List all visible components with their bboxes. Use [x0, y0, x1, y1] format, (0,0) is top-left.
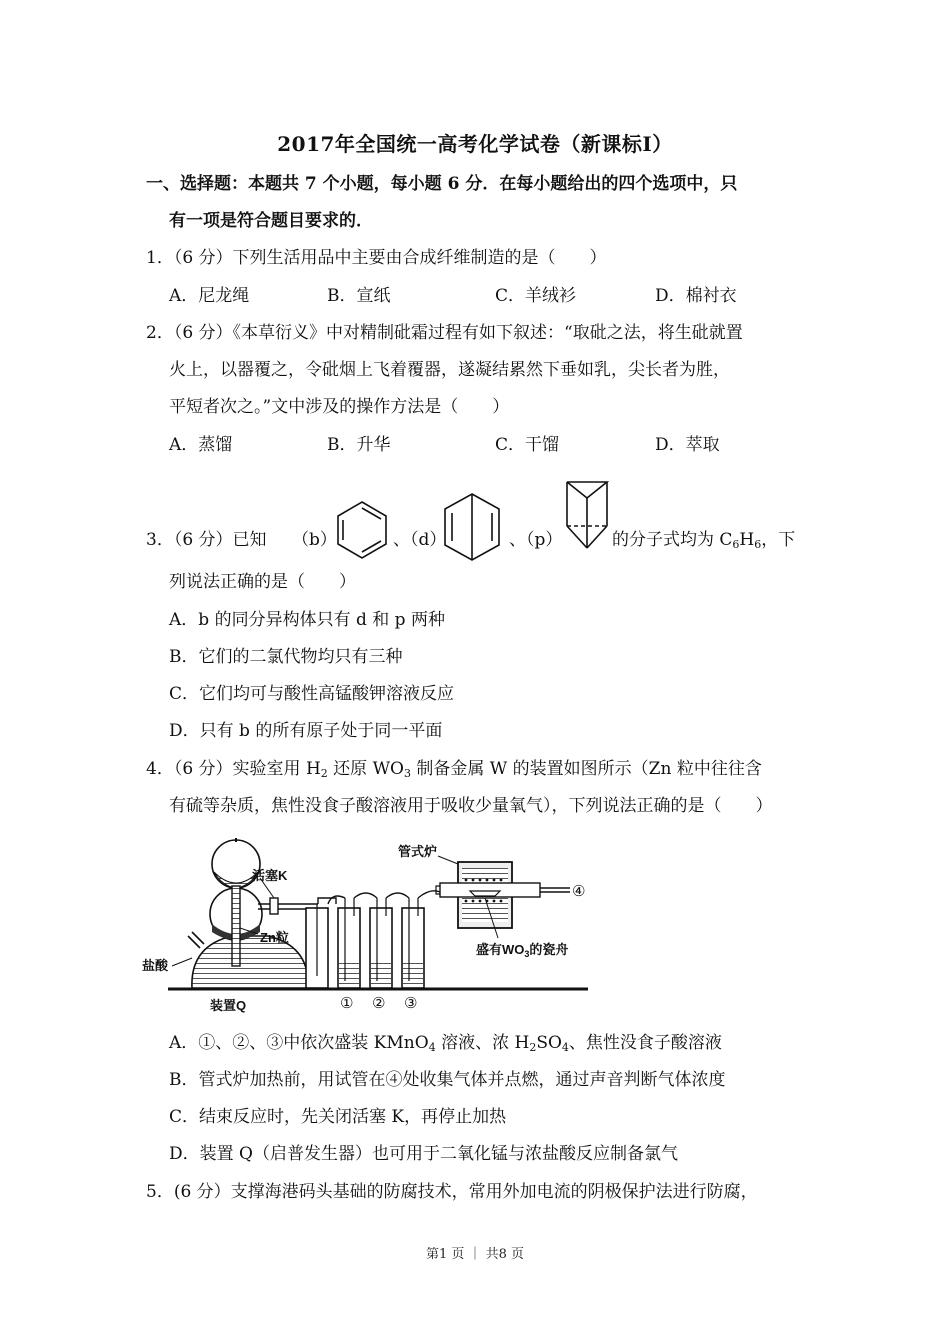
q4-line2: 有硫等杂质，焦性没食子酸溶液用于吸收少量氧气），下列说法正确的是（ ）: [169, 796, 773, 816]
q3-option-b: B．它们的二氯代物均只有三种: [169, 647, 403, 667]
q4-option-d: D．装置 Q（启普发生器）也可用于二氧化锰与浓盐酸反应制备氯气: [169, 1144, 678, 1164]
q3-label-p: 、（p）: [509, 530, 563, 550]
label-acid: 盐酸: [142, 958, 169, 973]
label-circle-3: ③: [404, 994, 418, 1012]
q4-optA-d: 、焦性没食子酸溶液: [568, 1033, 722, 1053]
apparatus-figure: [140, 836, 600, 1012]
q3-label-d: 、（d）: [393, 530, 447, 550]
label-boat: [476, 942, 568, 959]
q3-formula: [612, 529, 795, 551]
q2-option-a: A．蒸馏: [169, 435, 233, 455]
q4-optA-sub1: 4: [428, 1041, 436, 1054]
q4-option-b: B．管式炉加热前，用试管在④处收集气体并点燃，通过声音判断气体浓度: [169, 1070, 726, 1090]
q4-optA-c: SO: [536, 1033, 562, 1053]
q4-line1: [146, 758, 762, 780]
q4-optA-sub3: 4: [561, 1041, 569, 1054]
q4-optA-sub2: 2: [529, 1041, 537, 1054]
q4-optA-a: A．①、②、③中依次盛装 KMnO: [169, 1033, 429, 1053]
q1-option-a: A．尼龙绳: [169, 286, 250, 306]
q1-option-d: D．棉衬衣: [655, 286, 737, 306]
label-boat-b: 的瓷舟: [529, 942, 569, 957]
label-zn: Zn粒: [260, 930, 289, 945]
q3-option-a: A．b 的同分异构体只有 d 和 p 两种: [169, 610, 445, 630]
q3-option-c: C．它们均可与酸性高锰酸钾溶液反应: [169, 684, 455, 704]
q2-option-d: D．萃取: [655, 435, 720, 455]
valve-k-icon: [270, 898, 278, 914]
q3-prefix: 3．（6 分）已知: [146, 530, 267, 550]
q2-line2: 火上，以器覆之，令砒烟上飞着覆器，遂凝结累然下垂如乳，尖长者为胜，: [169, 360, 730, 380]
section-heading-line2: 有一项是符合题目要求的．: [169, 211, 373, 231]
q4-line1-a: 4．（6 分）实验室用 H: [146, 759, 321, 779]
label-boat-sub: 3: [524, 949, 530, 959]
page-footer: 第1 页 ｜ 共8 页: [425, 1247, 525, 1262]
q4-option-c: C．结束反应时，先关闭活塞 K，再停止加热: [169, 1107, 507, 1127]
label-boat-a: 盛有WO: [476, 942, 525, 957]
q3-line2: 列说法正确的是（ ）: [169, 572, 356, 592]
q4-optA-b: 溶液、浓 H: [435, 1033, 530, 1053]
prismane-structure-icon: [564, 478, 610, 554]
q4-line1-sub2: 3: [403, 767, 411, 780]
dewar-benzene-structure-icon: [441, 490, 503, 566]
q2-option-b: B．升华: [327, 435, 391, 455]
section-heading-line1: 一、选择题：本题共 7 个小题，每小题 6 分．在每小题给出的四个选项中，只: [146, 174, 738, 194]
q2-option-c: C．干馏: [495, 435, 560, 455]
q3-label-b: （b）: [292, 530, 337, 550]
q4-line1-sub1: 2: [320, 767, 328, 780]
q3-formula-b: ，下: [761, 530, 796, 550]
porcelain-boat: [470, 891, 500, 896]
q4-line1-b: 还原 WO: [327, 759, 404, 779]
benzene-structure-icon: [334, 498, 390, 564]
label-circle-2: ②: [372, 994, 386, 1012]
q2-line1: 2．（6 分）《本草衍义》中对精制砒霜过程有如下叙述：“取砒之法，将生砒就置: [146, 323, 743, 343]
q3-formula-sub2: 6: [754, 538, 762, 551]
kipp-bottom-bulb: [192, 936, 308, 988]
q1-option-b: B．宣纸: [327, 286, 391, 306]
q3-option-d: D．只有 b 的所有原子处于同一平面: [169, 721, 443, 741]
q4-option-a: [169, 1032, 722, 1054]
q4-line1-c: 制备金属 W 的装置如图所示（Zn 粒中往往含: [410, 759, 762, 779]
label-circle-4: ④: [572, 882, 586, 900]
label-valve: 活塞K: [252, 868, 288, 883]
q1-option-c: C．羊绒衫: [495, 286, 577, 306]
q2-line3: 平短者次之。”文中涉及的操作方法是（ ）: [169, 397, 510, 417]
label-device: 装置Q: [210, 998, 247, 1013]
q1-stem: 1．（6 分）下列生活用品中主要由合成纤维制造的是（ ）: [146, 248, 607, 268]
q3-formula-sub1: 6: [732, 538, 740, 551]
label-furnace: 管式炉: [398, 844, 438, 859]
label-circle-1: ①: [340, 994, 354, 1012]
q5-line1: 5．(6 分）支撑海港码头基础的防腐技术，常用外加电流的阴极保护法进行防腐，: [146, 1182, 758, 1202]
q3-formula-a: 的分子式均为 C: [612, 530, 733, 550]
page-title: 2017年全国统一高考化学试卷（新课标I）: [277, 132, 673, 156]
q3-formula-h: H: [739, 530, 755, 550]
